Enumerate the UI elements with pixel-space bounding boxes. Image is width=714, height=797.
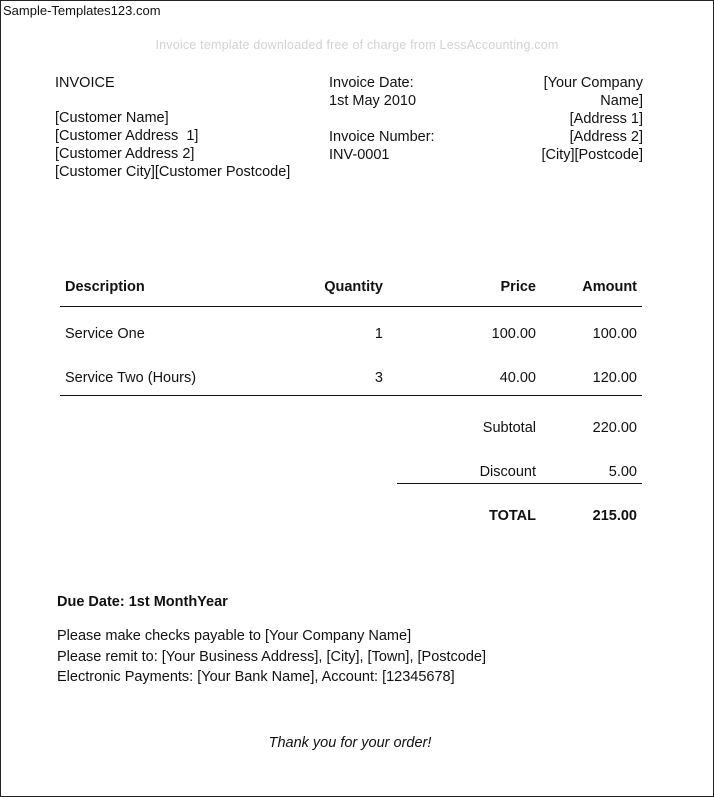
company-name-line-1: [Your Company — [543, 75, 643, 91]
invoice-title: INVOICE — [55, 75, 115, 91]
company-city-postcode: [City][Postcode] — [541, 147, 643, 163]
subtotal-label: Subtotal — [482, 420, 536, 436]
row-description: Service One — [65, 326, 145, 342]
row-price: 100.00 — [491, 326, 536, 342]
payment-line-remit: Please remit to: [Your Business Address], [City], [Town], [Postcode] — [57, 648, 487, 665]
customer-address-1: [Customer Address 1] — [55, 128, 199, 144]
row-quantity: 1 — [374, 326, 383, 342]
row-price: 40.00 — [499, 370, 536, 386]
table-row — [60, 356, 642, 400]
header-quantity: Quantity — [324, 279, 383, 295]
payment-line-electronic: Electronic Payments: [Your Bank Name], Account: [12345678] — [57, 669, 455, 685]
company-address-1: [Address 1] — [569, 111, 643, 127]
company-block — [541, 74, 643, 164]
total-row — [60, 494, 642, 538]
payment-instructions — [57, 626, 486, 688]
row-description: Service Two (Hours) — [65, 370, 197, 386]
due-date: Due Date: 1st MonthYear — [57, 594, 228, 610]
customer-block — [55, 109, 290, 181]
total-divider — [397, 483, 642, 484]
total-value: 215.00 — [592, 508, 637, 524]
payment-line-checks: Please make checks payable to [Your Company Name] — [57, 628, 412, 644]
company-name-line-2: Name] — [600, 93, 643, 109]
template-note: Invoice template downloaded free of charge from LessAccounting.com — [155, 38, 559, 52]
invoice-date-value: 1st May 2010 — [329, 93, 417, 109]
discount-row — [60, 450, 642, 494]
line-items-table — [60, 268, 642, 538]
table-header-row — [60, 268, 642, 306]
invoice-meta-block — [329, 74, 435, 164]
customer-name: [Customer Name] — [55, 110, 169, 126]
invoice-number-value: INV-0001 — [329, 147, 390, 163]
header-description: Description — [65, 279, 145, 295]
subtotal-row — [60, 406, 642, 450]
row-quantity: 3 — [374, 370, 383, 386]
invoice-title-block — [55, 74, 115, 92]
thank-you-note: Thank you for your order! — [268, 735, 432, 751]
row-amount: 120.00 — [592, 370, 637, 386]
table-row — [60, 312, 642, 356]
discount-label: Discount — [479, 464, 536, 480]
invoice-number-label: Invoice Number: — [329, 129, 435, 145]
subtotal-value: 220.00 — [592, 420, 637, 436]
site-watermark: Sample-Templates123.com — [3, 3, 161, 18]
discount-value: 5.00 — [608, 464, 637, 480]
invoice-date-label: Invoice Date: — [329, 75, 414, 91]
row-amount: 100.00 — [592, 326, 637, 342]
total-label: TOTAL — [489, 508, 536, 524]
customer-city-postcode: [Customer City][Customer Postcode] — [55, 164, 291, 180]
customer-address-2: [Customer Address 2] — [55, 146, 195, 162]
company-address-2: [Address 2] — [569, 129, 643, 145]
header-divider — [60, 306, 642, 307]
header-amount: Amount — [582, 279, 637, 295]
header-price: Price — [500, 279, 536, 295]
items-divider — [60, 395, 642, 396]
